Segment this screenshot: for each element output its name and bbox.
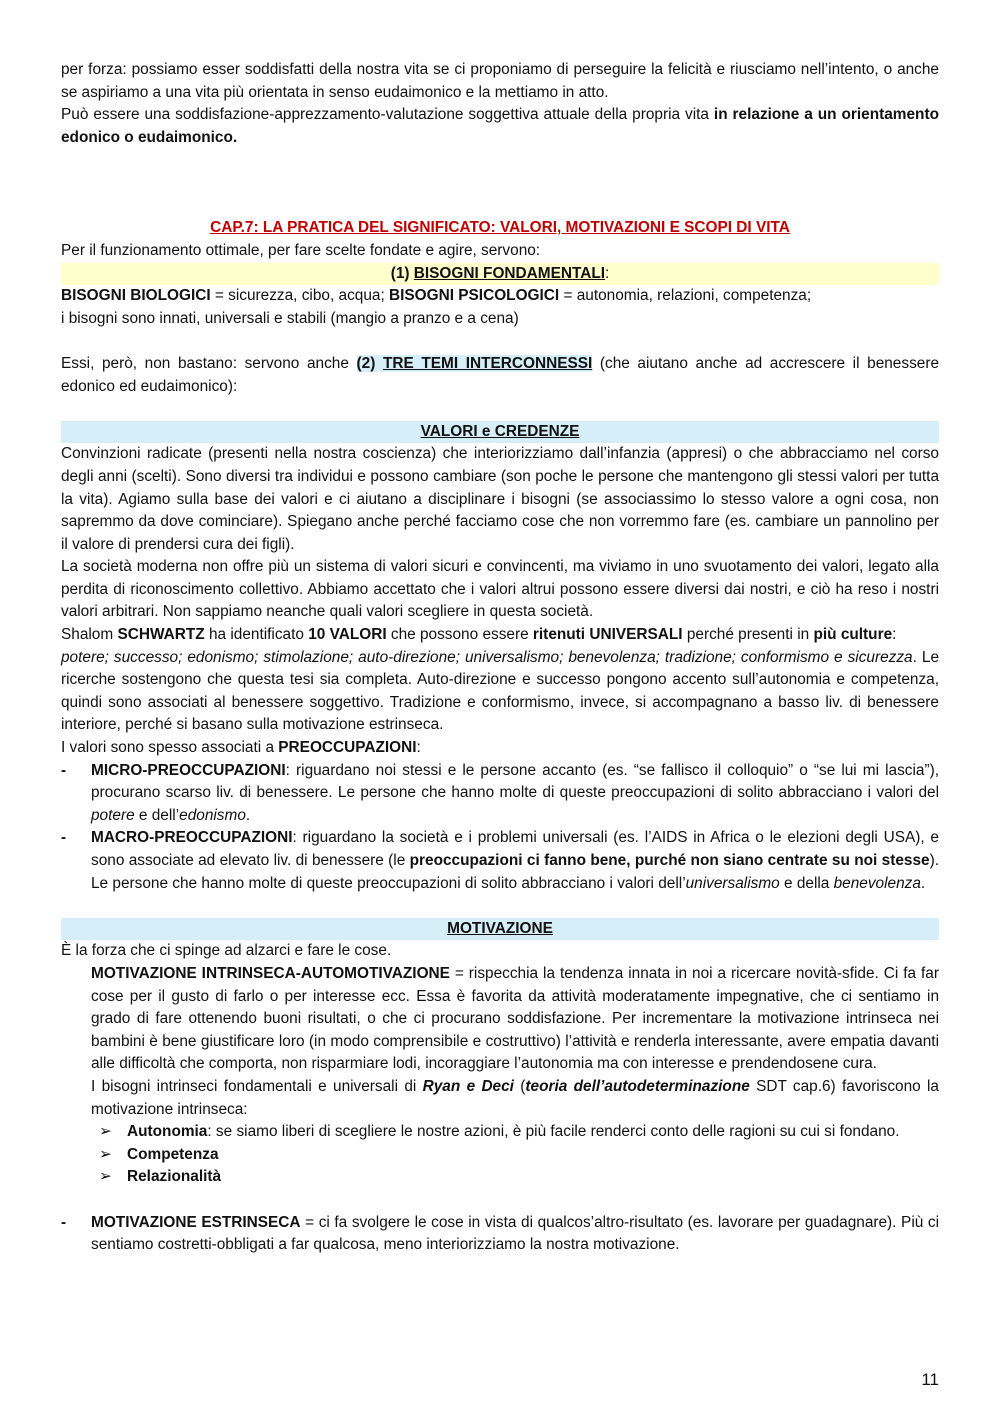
needs-heading: (1) BISOGNI FONDAMENTALI: xyxy=(61,263,939,286)
list-item-estrinseca: - MOTIVAZIONE ESTRINSECA = ci fa svolgere le cose in vista di qualcos’altro-risultato (es. lavorare per guadagnare). Più ci sentiamo costretti-obbligati a far qualcosa, meno interiorizziamo la nostra motivazione. xyxy=(61,1213,939,1254)
motivazione-heading: MOTIVAZIONE xyxy=(61,918,939,941)
list-item-competenza: ➢ Competenza xyxy=(61,1144,939,1167)
chapter-lead: Per il funzionamento ottimale, per fare scelte fondate e agire, servono: xyxy=(61,241,541,259)
needs-line: BISOGNI BIOLOGICI = sicurezza, cibo, acqua; BISOGNI PSICOLOGICI = autonomia, relazioni, competenza; xyxy=(61,287,812,305)
intro-paragraph: per forza: possiamo esser soddisfatti della nostra vita se ci proponiamo di perseguire la felicità e riusciamo nell’intento, o anche se aspiriamo a una vita più orientata in senso eudaimonico e la mettiamo in atto. xyxy=(61,61,939,101)
needs-line-2: i bisogni sono innati, universali e stabili (mangio a pranzo e a cena) xyxy=(61,309,519,327)
intro-paragraph-2: Può essere una soddisfazione-apprezzamento-valutazione soggettiva attuale della propria vita in relazione a un orientamento edonico o eudaimonico. xyxy=(61,106,939,146)
list-item-micro: - MICRO-PREOCCUPAZIONI: riguardano noi stessi e le persone accanto (es. “se fallisco il colloquio” o “se lui mi lascia”), procurano scarso liv. di benessere. Le persone che hanno molte di queste preoccupazioni di solito abbracciano i valori del potere e dell’edonismo. xyxy=(61,761,939,824)
valori-paragraph-3: Shalom SCHWARTZ ha identificato 10 VALORI che possono essere ritenuti UNIVERSALI perché presenti in più culture: xyxy=(61,626,897,644)
themes-paragraph: Essi, però, non bastano: servono anche (2) TRE TEMI INTERCONNESSI (che aiutano anche ad accrescere il benessere edonico ed eudaimonico): xyxy=(61,354,940,395)
valori-paragraph-5: I valori sono spesso associati a PREOCCUPAZIONI: xyxy=(61,739,421,757)
list-item-autonomia: ➢ Autonomia: se siamo liberi di scegliere le nostre azioni, è più facile renderci conto delle ragioni su cui si fondano. xyxy=(61,1121,939,1144)
valori-heading: VALORI e CREDENZE xyxy=(61,421,939,444)
document-page xyxy=(61,59,939,1257)
valori-paragraph-2: La società moderna non offre più un sistema di valori sicuri e convincenti, ma viviamo in uno svuotamento dei valori, legato alla perdita di riconoscimento collettivo. Abbiamo accettato che i valori altrui possono essere diversi dai nostri, e ciò ha reso i nostri valori arbitrari. Non sappiamo neanche quali valori scegliere in questa società. xyxy=(61,558,939,621)
page-number: 11 xyxy=(921,1370,939,1389)
arrow-bullet-icon: ➢ xyxy=(99,1168,112,1186)
list-item-macro: - MACRO-PREOCCUPAZIONI: riguardano la società e i problemi universali (es. l’AIDS in Africa o le elezioni degli USA), e sono associate ad elevato liv. di benessere (le preoccupazioni ci fanno bene, purché non siano centrate su noi stesse). Le persone che hanno molte di queste preoccupazioni di solito abbracciano i valori dell’universalismo e della benevolenza. xyxy=(61,829,939,892)
valori-paragraph-1: Convinzioni radicate (presenti nella nostra coscienza) che interiorizziamo dall’infanzia (appresi) o che abbracciamo nel corso degli anni (scelti). Sono diversi tra individui e possono cambiare (son poche le persone che mantengono gli stessi valori per tutta la vita). Agiamo sulla base dei valori e ci aiutano a disciplinare i bisogni (se associassimo lo stesso valore a ogni cosa, non sapremmo da dove cominciare). Spiegano anche perché facciamo cose che non vorremmo fare (es. cambiare un pannolino per il valore di prendersi cura dei figli). xyxy=(61,445,939,553)
arrow-bullet-icon: ➢ xyxy=(99,1145,112,1163)
motivazione-intrinseca-2: I bisogni intrinseci fondamentali e universali di Ryan e Deci (teoria dell’autodeterminazione SDT cap.6) favoriscono la motivazione intrinseca: xyxy=(91,1077,939,1118)
arrow-bullet-icon: ➢ xyxy=(99,1123,112,1141)
motivazione-paragraph-1: È la forza che ci spinge ad alzarci e fare le cose. xyxy=(61,942,392,960)
chapter-title: CAP.7: LA PRATICA DEL SIGNIFICATO: VALORI, MOTIVAZIONI E SCOPI DI VITA xyxy=(210,219,790,237)
motivazione-intrinseca: MOTIVAZIONE INTRINSECA-AUTOMOTIVAZIONE = rispecchia la tendenza innata in noi a ricercare novità-sfide. Ci fa far cose per il gusto di farlo o per interesse ecc. Essa è favorita da attività moderatamente impegnative, che ci sentiamo in grado di fare ottenendo buoni risultati, o che ci procurano soddisfazione. Per incrementare la motivazione intrinseca nei bambini è bene giustificare loro (in modo comprensibile e costruttivo) l’attività e renderla interessante, avere empatia davanti alle difficoltà che comporta, non risparmiare lodi, incoraggiare l’autonomia ma con interesse e prendendosene cura. xyxy=(91,964,939,1073)
list-item-relazionalita: ➢ Relazionalità xyxy=(61,1166,939,1189)
valori-paragraph-4: potere; successo; edonismo; stimolazione; auto-direzione; universalismo; benevolenza; tradizione; conformismo e sicurezza. Le ricerche sostengono che questa tesi sia completa. Auto-direzione e successo pongono accento sull’autonomia e competenza, quindi sono associati al benessere soggettivo. Tradizione e conformismo, invece, si accompagnano a basso liv. di benessere interiore, perché si basano sulla motivazione estrinseca. xyxy=(61,648,940,734)
